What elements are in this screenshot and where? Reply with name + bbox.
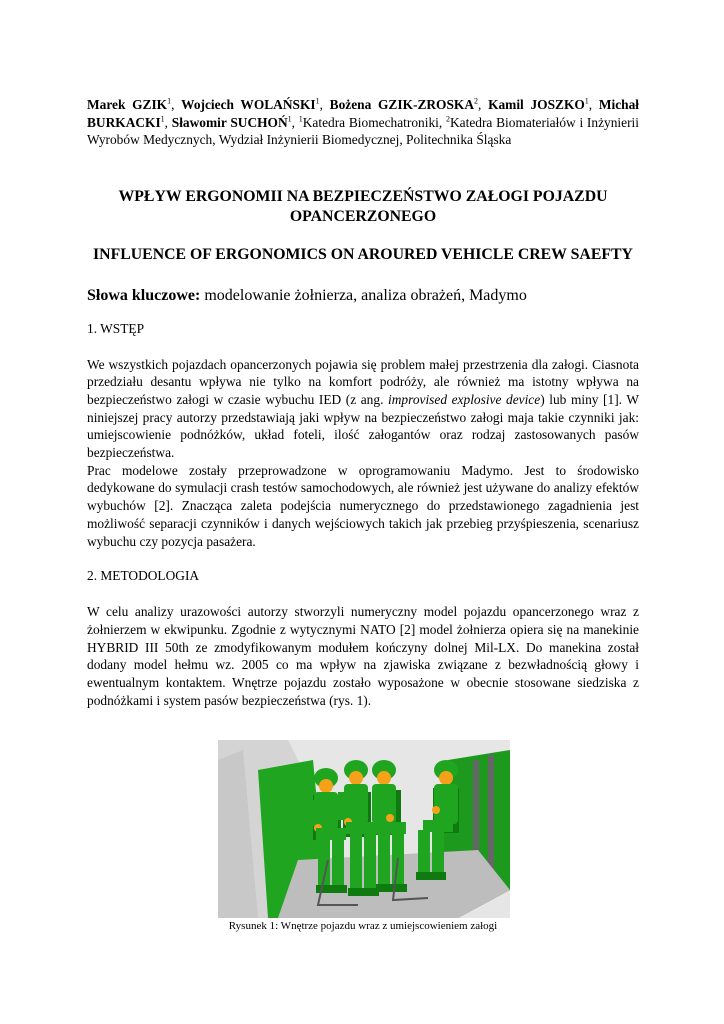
author-name: Kamil JOSZKO	[488, 97, 585, 112]
page-content	[87, 96, 639, 709]
section-heading-intro: 1. WSTĘP	[87, 320, 145, 336]
author-affiliation-mark: 1	[315, 96, 320, 106]
figure-vehicle-interior	[218, 740, 510, 918]
author-affiliation-mark: 1	[584, 96, 589, 106]
paragraph-intro-2: Prac modelowe zostały przeprowadzone w oprogramowaniu Madymo. Jest to środowisko dedykowane do symulacji crash testów samochodowych, ale również jest używane do analizy efektów wybuchów [2]. Znacząca zaleta podejścia numerycznego do przedstawionego zagadnienia jest możliwość separacji czynników i danych wejściowych takich jak przebieg przyśpieszenia, scenariusz wybuchu czy pozycja pasażera.	[87, 462, 639, 549]
author-block: Marek GZIK$^1$, Wojciech WOLAŃSKI$^1$, Bożena GZIK-ZROSKA$^2$, Kamil JOSZKO$^1$, Michał BURKACKI$^1$, Sławomir SUCHOŃ$^1$, $^1$Katedra Biomechatroniki, $^2$Katedra Biomateriałów i Inżynierii Wyrobów Medycznych, Wydział Inżynierii Biomedycznej, Politechnika Śląska	[87, 96, 640, 147]
rail	[488, 755, 494, 880]
affiliation-mark: 1	[298, 114, 303, 124]
paper-title-polish: WPŁYW ERGONOMII NA BEZPIECZEŃSTWO ZAŁOGI POJAZDU OPANCERZONEGO	[118, 187, 608, 225]
keywords	[87, 287, 639, 305]
keywords-label: Słowa kluczowe:	[87, 286, 201, 304]
paragraph-italic-text: improvised explosive device	[388, 391, 541, 407]
author-name: Bożena GZIK-ZROSKA	[329, 97, 474, 112]
keywords-text: modelowanie żołnierza, analiza obrażeń, Madymo	[200, 286, 527, 304]
paper-title-english: INFLUENCE OF ERGONOMICS ON AROURED VEHICLE CREW SAEFTY	[93, 245, 633, 263]
affiliation: Katedra Biomechatroniki,	[302, 114, 443, 130]
section-heading-methodology: 2. METODOLOGIA	[87, 568, 200, 584]
author-affiliation-mark: 1	[167, 96, 172, 106]
paragraph-text: ) lub miny [1]. W niniejszej pracy autorzy przedstawiają jaki wpływ na bezpieczeństwo załogi maja takie czynniki jak: umiejscowienie podnóżków, układ foteli, ilość załogantów oraz rodzaj zastosowanych pasów bezpieczeństwa.	[87, 391, 639, 461]
author-affiliation-mark: 1	[160, 114, 165, 124]
author-name: Sławomir SUCHOŃ	[171, 114, 288, 130]
affiliation-mark: 2	[445, 114, 450, 124]
paragraph-intro-1	[87, 356, 639, 462]
figure-caption: Rysunek 1: Wnętrze pojazdu wraz z umiejscowieniem załogi	[228, 920, 498, 932]
author-name: Wojciech WOLAŃSKI	[181, 97, 316, 112]
affiliation: Katedra Biomateriałów i Inżynierii Wyrobów Medycznych, Wydział Inżynierii Biomedycznej, Politechnika Śląska	[87, 114, 639, 147]
paragraph-text: We wszystkich pojazdach opancerzonych pojawia się problem małej przestrzenia dla załogi. Ciasnota przedziału desantu wpływa nie tylko na komfort podróży, ale również ma istotny wpływa na bezpieczeństwo załogi w czasie wybuchu IED (z ang.	[87, 356, 639, 407]
paragraph-methodology: W celu analizy urazowości autorzy stworzyli numeryczny model pojazdu opancerzonego wraz z żołnierzem w ekwipunku. Zgodnie z wytycznymi NATO [2] model żołnierza opiera się na manekinie HYBRID III 50th ze zmodyfikowanym modułem kończyny dolnej Mil-LX. Do manekina został dodany model hełmu wz. 2005 co ma wpływ na zjawiska związane z bezwładnością głowy i ewentualnym kontaktem. Wnętrze pojazdu zostało wyposażone w obecnie stosowane siedziska z podnóżkami i system pasów bezpieczeństwa (rys. 1).	[87, 604, 639, 708]
author-affiliation-mark: 2	[474, 96, 478, 106]
author-affiliation-mark: 1	[287, 114, 292, 124]
author-name: Michał BURKACKI	[87, 97, 640, 130]
author-name: Marek GZIK	[87, 97, 168, 112]
vehicle-interior-render	[218, 740, 510, 918]
